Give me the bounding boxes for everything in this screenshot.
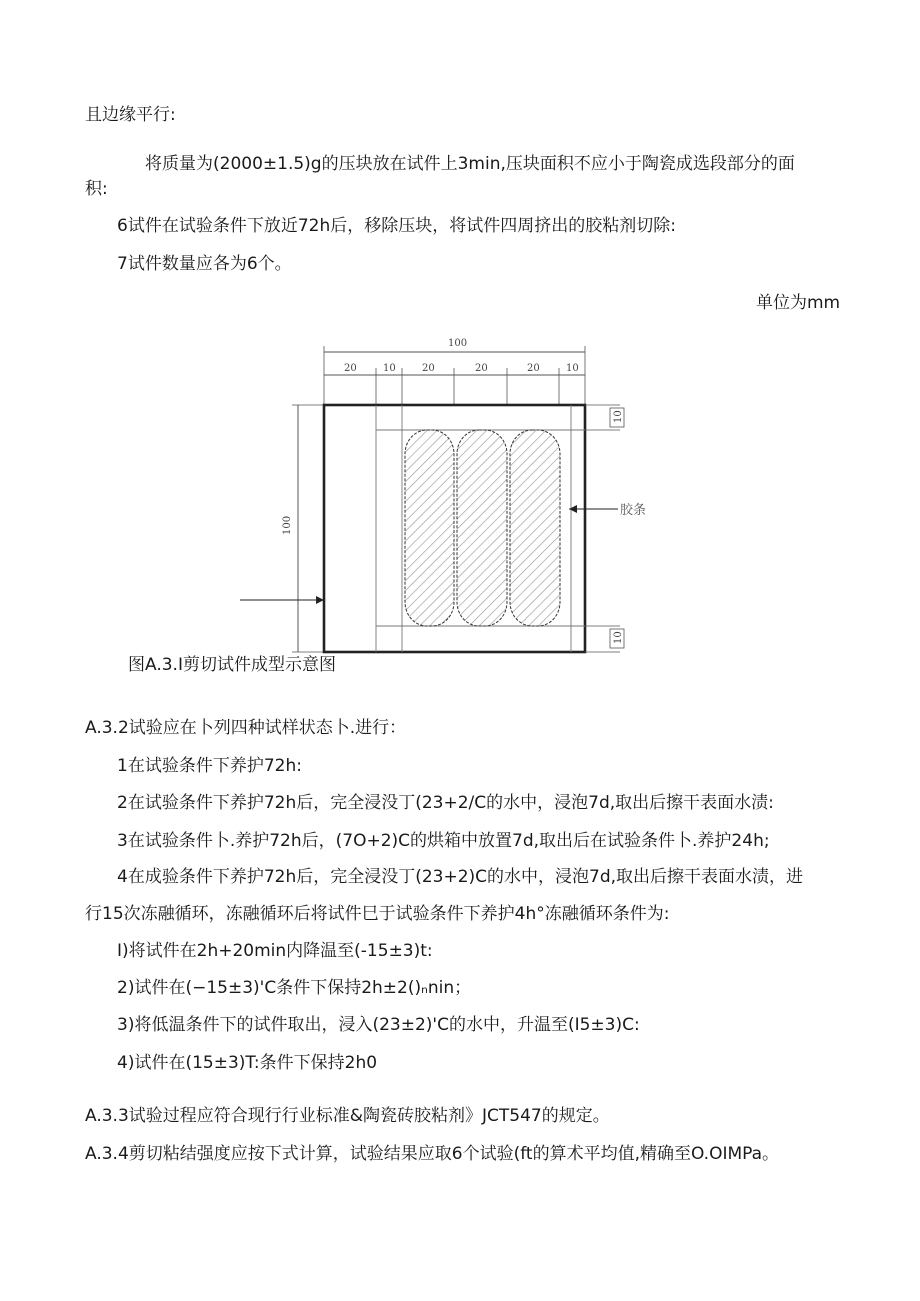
dim-seg-1: 20 bbox=[344, 363, 357, 374]
paragraph-item-7: 7试件数量应各为6个。 bbox=[117, 254, 292, 274]
unit-label: 单位为mm bbox=[756, 293, 841, 313]
callout-arrow bbox=[569, 505, 618, 513]
dim-left-total: 100 bbox=[282, 515, 293, 535]
left-pointer-arrow bbox=[240, 596, 324, 604]
list-item: 2在试验条件下养护72h后，完全浸没丁(23+2/C的水中，浸泡7d,取出后擦干表面水渍: bbox=[117, 793, 774, 813]
paragraph-press-block: 将质量为(2000±1.5)g的压块放在试件上3min,压块面积不应小于陶瓷成选段部分的面 bbox=[145, 154, 795, 174]
dim-right-bottom: 10 bbox=[613, 631, 624, 644]
sub-list-item: 2)试件在(−15±3)'C条件下保持2h±2()ₙnin； bbox=[117, 978, 472, 998]
dim-seg-3: 20 bbox=[422, 363, 435, 374]
sub-list-item: 3)将低温条件下的试件取出，浸入(23±2)'C的水中，升温至(I5±3)C: bbox=[117, 1015, 640, 1035]
adhesive-strips bbox=[405, 430, 560, 626]
list-item: 4在成验条件下养护72h后，完全浸没丁(23+2)C的水中，浸泡7d,取出后擦干表面水渍，进 bbox=[117, 867, 804, 887]
dim-seg-6: 10 bbox=[566, 363, 579, 374]
list-item: 1在试验条件下养护72h: bbox=[117, 756, 302, 776]
paragraph-item-6: 6试件在试验条件下放近72h后，移除压块，将试件四周挤出的胶粘剂切除: bbox=[117, 216, 676, 236]
list-item-cont: 行15次冻融循环，冻融循环后将试件巳于试验条件下养护4h°冻融循环条件为: bbox=[85, 904, 670, 924]
list-item: 3在试验条件卜.养护72h后，(7O+2)C的烘箱中放置7d,取出后在试验条件卜.养护24h; bbox=[117, 831, 770, 851]
dim-seg-5: 20 bbox=[527, 363, 540, 374]
section-a32-heading: A.3.2试验应在卜列四种试样状态卜.进行： bbox=[85, 718, 407, 738]
paragraph-press-block-cont: 积: bbox=[85, 179, 108, 199]
dim-seg-4: 20 bbox=[475, 363, 488, 374]
callout-label: 胶条 bbox=[620, 503, 647, 518]
paragraph-edge-parallel: 且边缘平行: bbox=[85, 105, 176, 125]
shear-specimen-diagram bbox=[230, 330, 670, 660]
dim-seg-2: 10 bbox=[383, 363, 396, 374]
section-a34: A.3.4剪切粘结强度应按下式计算，试验结果应取6个试验(ft的算术平均值,精确至O.OIMPa。 bbox=[85, 1144, 780, 1164]
sub-list-item: 4)试件在(15±3)T:条件下保持2h0 bbox=[117, 1053, 378, 1073]
sub-list-item: I)将试件在2h+20min内降温至(-15±3)t: bbox=[117, 941, 433, 961]
dim-right-top: 10 bbox=[613, 410, 624, 423]
dim-top-total: 100 bbox=[448, 338, 468, 349]
section-a33: A.3.3试验过程应符合现行行业标准&陶瓷砖胶粘剂》JCT547的规定。 bbox=[85, 1106, 610, 1126]
figure-caption: 图A.3.I剪切试件成型示意图 bbox=[128, 655, 336, 675]
